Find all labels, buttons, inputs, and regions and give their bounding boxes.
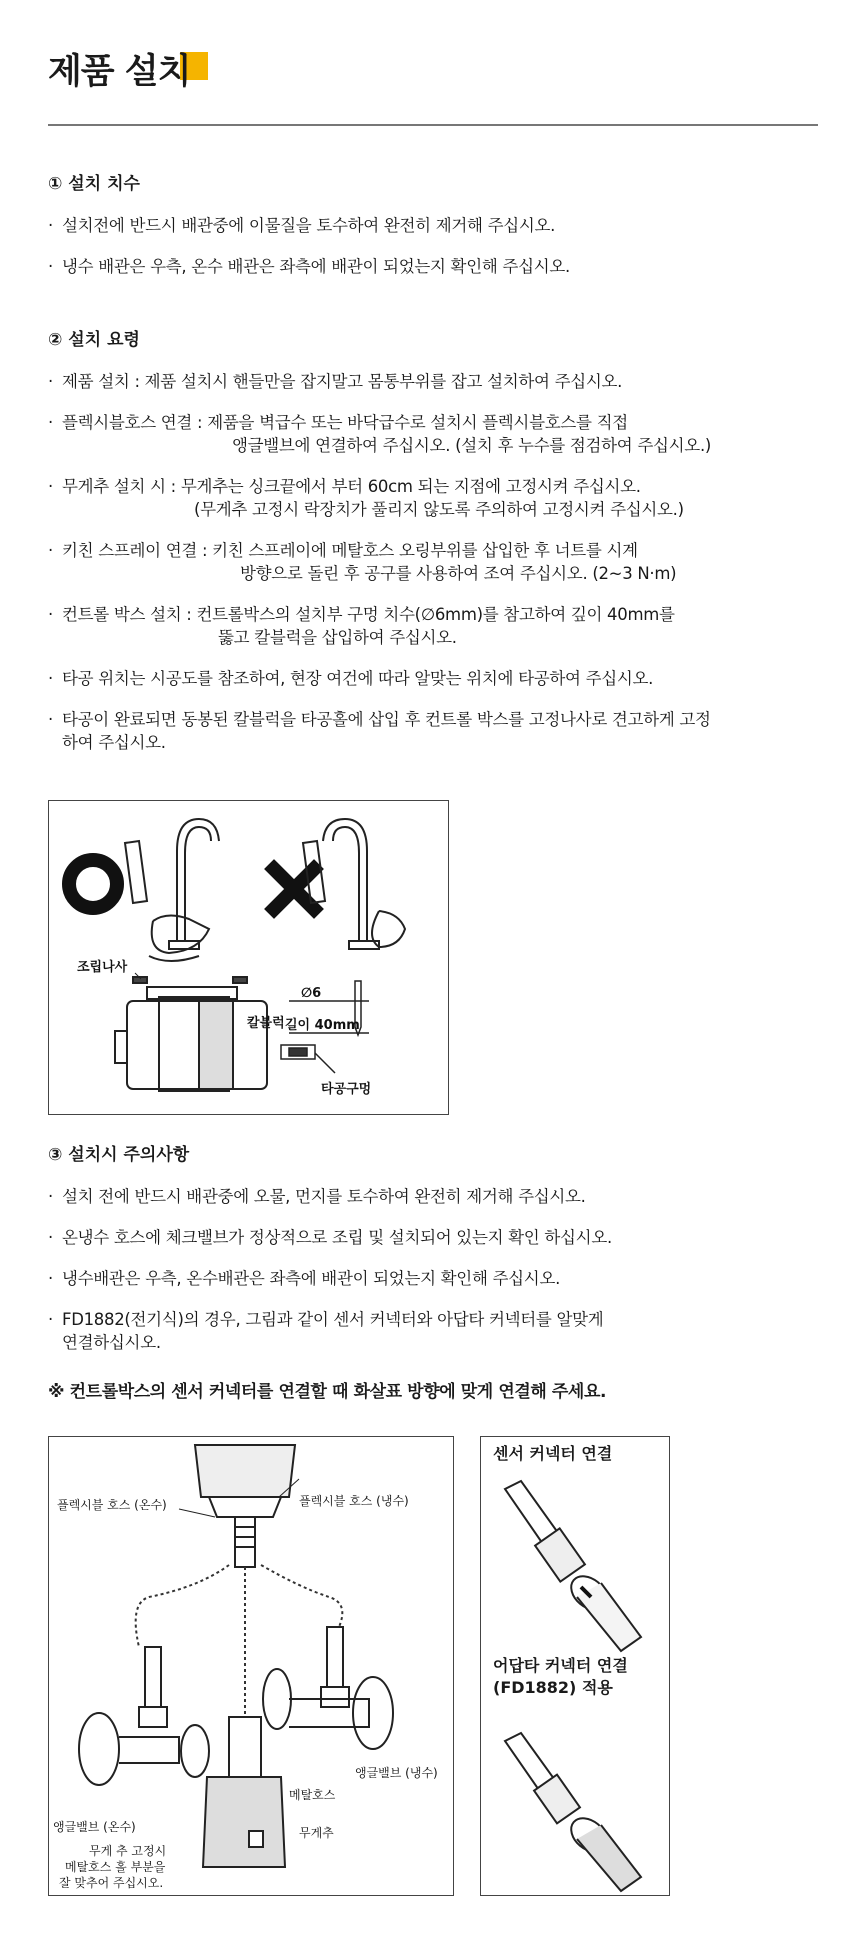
section3-item: · 온냉수 호스에 체크밸브가 정상적으로 조립 및 설치되어 있는지 확인 하십시오. — [48, 1228, 612, 1247]
section2-item: · 타공이 완료되면 동봉된 칼블럭을 타공홀에 삽입 후 컨트롤 박스를 고정나사로 견고하게 고정 하여 주십시오. — [48, 710, 711, 752]
label-weight: 무게추 — [299, 1826, 334, 1840]
section2-item: · 플렉시블호스 연결 : 제품을 벽급수 또는 바닥급수로 설치시 플렉시블호스를 직접 앵글밸브에 연결하여 주십시오. (설치 후 누수를 점검하여 주십시오.) — [48, 413, 712, 455]
label-valve-hot: 앵글밸브 (온수) — [53, 1820, 136, 1834]
section-install-dimensions — [48, 172, 828, 278]
title-block — [48, 48, 190, 96]
connector-warning: ※ 컨트롤박스의 센서 커넥터를 연결할 때 화살표 방향에 맞게 연결해 주세요. — [48, 1382, 607, 1402]
label-note-1: 무게 추 고정시 — [89, 1844, 167, 1858]
sensor-connector-title: 센서 커넥터 연결 — [493, 1444, 613, 1463]
label-valve-cold: 앵글밸브 (냉수) — [355, 1766, 438, 1780]
section2-item: · 키친 스프레이 연결 : 키친 스프레이에 메탈호스 오링부위를 삽입한 후 너트를 시계 방향으로 돌린 후 공구를 사용하여 조여 주십시오. (2~3 N·m) — [48, 541, 677, 583]
valve-hot-icon — [79, 1647, 209, 1785]
label-note-3: 잘 맞추어 주십시오. — [59, 1876, 164, 1890]
section1-heading: ① 설치 치수 — [48, 174, 140, 194]
section2-heading: ② 설치 요령 — [48, 330, 140, 350]
faucet-wrong-icon — [303, 819, 405, 949]
control-box-icon — [115, 977, 267, 1091]
faucet-base-icon — [195, 1445, 295, 1567]
weight-icon — [203, 1717, 285, 1867]
label-anchor: 칼블럭 — [247, 1016, 285, 1031]
faucet-correct-icon — [125, 819, 219, 961]
label-diameter: ∅6 — [301, 986, 322, 1001]
section3-heading: ③ 설치시 주의사항 — [48, 1145, 190, 1165]
section3-item: · 냉수배관은 우측, 온수배관은 좌측에 배관이 되었는지 확인해 주십시오. — [48, 1269, 561, 1288]
sensor-connector-icon — [505, 1481, 641, 1651]
label-hole: 타공구멍 — [321, 1082, 372, 1097]
section2-item: · 타공 위치는 시공도를 참조하여, 현장 여건에 따라 알맞는 위치에 타공하여 주십시오. — [48, 669, 654, 688]
label-hose-hot: 플렉시블 호스 (온수) — [57, 1498, 167, 1512]
adapter-connector-title: 어답타 커넥터 연결 (FD1882) 적용 — [493, 1656, 628, 1697]
section2-item: · 무게추 설치 시 : 무게추는 싱크끝에서 부터 60cm 되는 지점에 고정시켜 주십시오. (무게추 고정시 락장치가 풀리지 않도록 주의하여 고정시켜 주십시오.) — [48, 477, 684, 519]
section3-item: · 설치 전에 반드시 배관중에 오물, 먼지를 토수하여 완전히 제거해 주십시오. — [48, 1187, 586, 1206]
label-depth: 길이 40mm — [285, 1018, 360, 1033]
label-hose-cold: 플렉시블 호스 (냉수) — [299, 1494, 409, 1508]
page-title: 제품 설치 — [48, 52, 191, 92]
section-install-cautions — [48, 1143, 828, 1354]
section3-item: · FD1882(전기식)의 경우, 그림과 같이 센서 커넥터와 아답타 커넥터를 알맞게 연결하십시오. — [48, 1310, 604, 1352]
install-illustration — [49, 801, 448, 1114]
correct-mark-icon — [69, 860, 117, 908]
figure-connectors — [480, 1436, 670, 1896]
section-install-guide — [48, 328, 828, 754]
section1-item: · 냉수 배관은 우측, 온수 배관은 좌측에 배관이 되었는지 확인해 주십시오. — [48, 257, 570, 276]
section2-item: · 컨트롤 박스 설치 : 컨트롤박스의 설치부 구멍 치수(∅6mm)를 참고하여 깊이 40mm를 뚫고 칼블럭을 삽입하여 주십시오. — [48, 605, 675, 647]
adapter-connector-icon — [505, 1733, 641, 1891]
section2-item: · 제품 설치 : 제품 설치시 핸들만을 잡지말고 몸통부위를 잡고 설치하여 주십시오. — [48, 372, 623, 391]
label-metal-hose: 메탈호스 — [289, 1788, 336, 1802]
label-note-2: 메탈호스 홀 부분을 — [65, 1860, 166, 1874]
section1-item: · 설치전에 반드시 배관중에 이물질을 토수하여 완전히 제거해 주십시오. — [48, 216, 556, 235]
plumbing-illustration — [49, 1437, 453, 1895]
label-screw: 조립나사 — [77, 960, 128, 975]
title-divider — [48, 124, 818, 126]
figure-plumbing-diagram — [48, 1436, 454, 1896]
figure-install-handle-and-box — [48, 800, 449, 1115]
valve-cold-icon — [263, 1627, 393, 1749]
